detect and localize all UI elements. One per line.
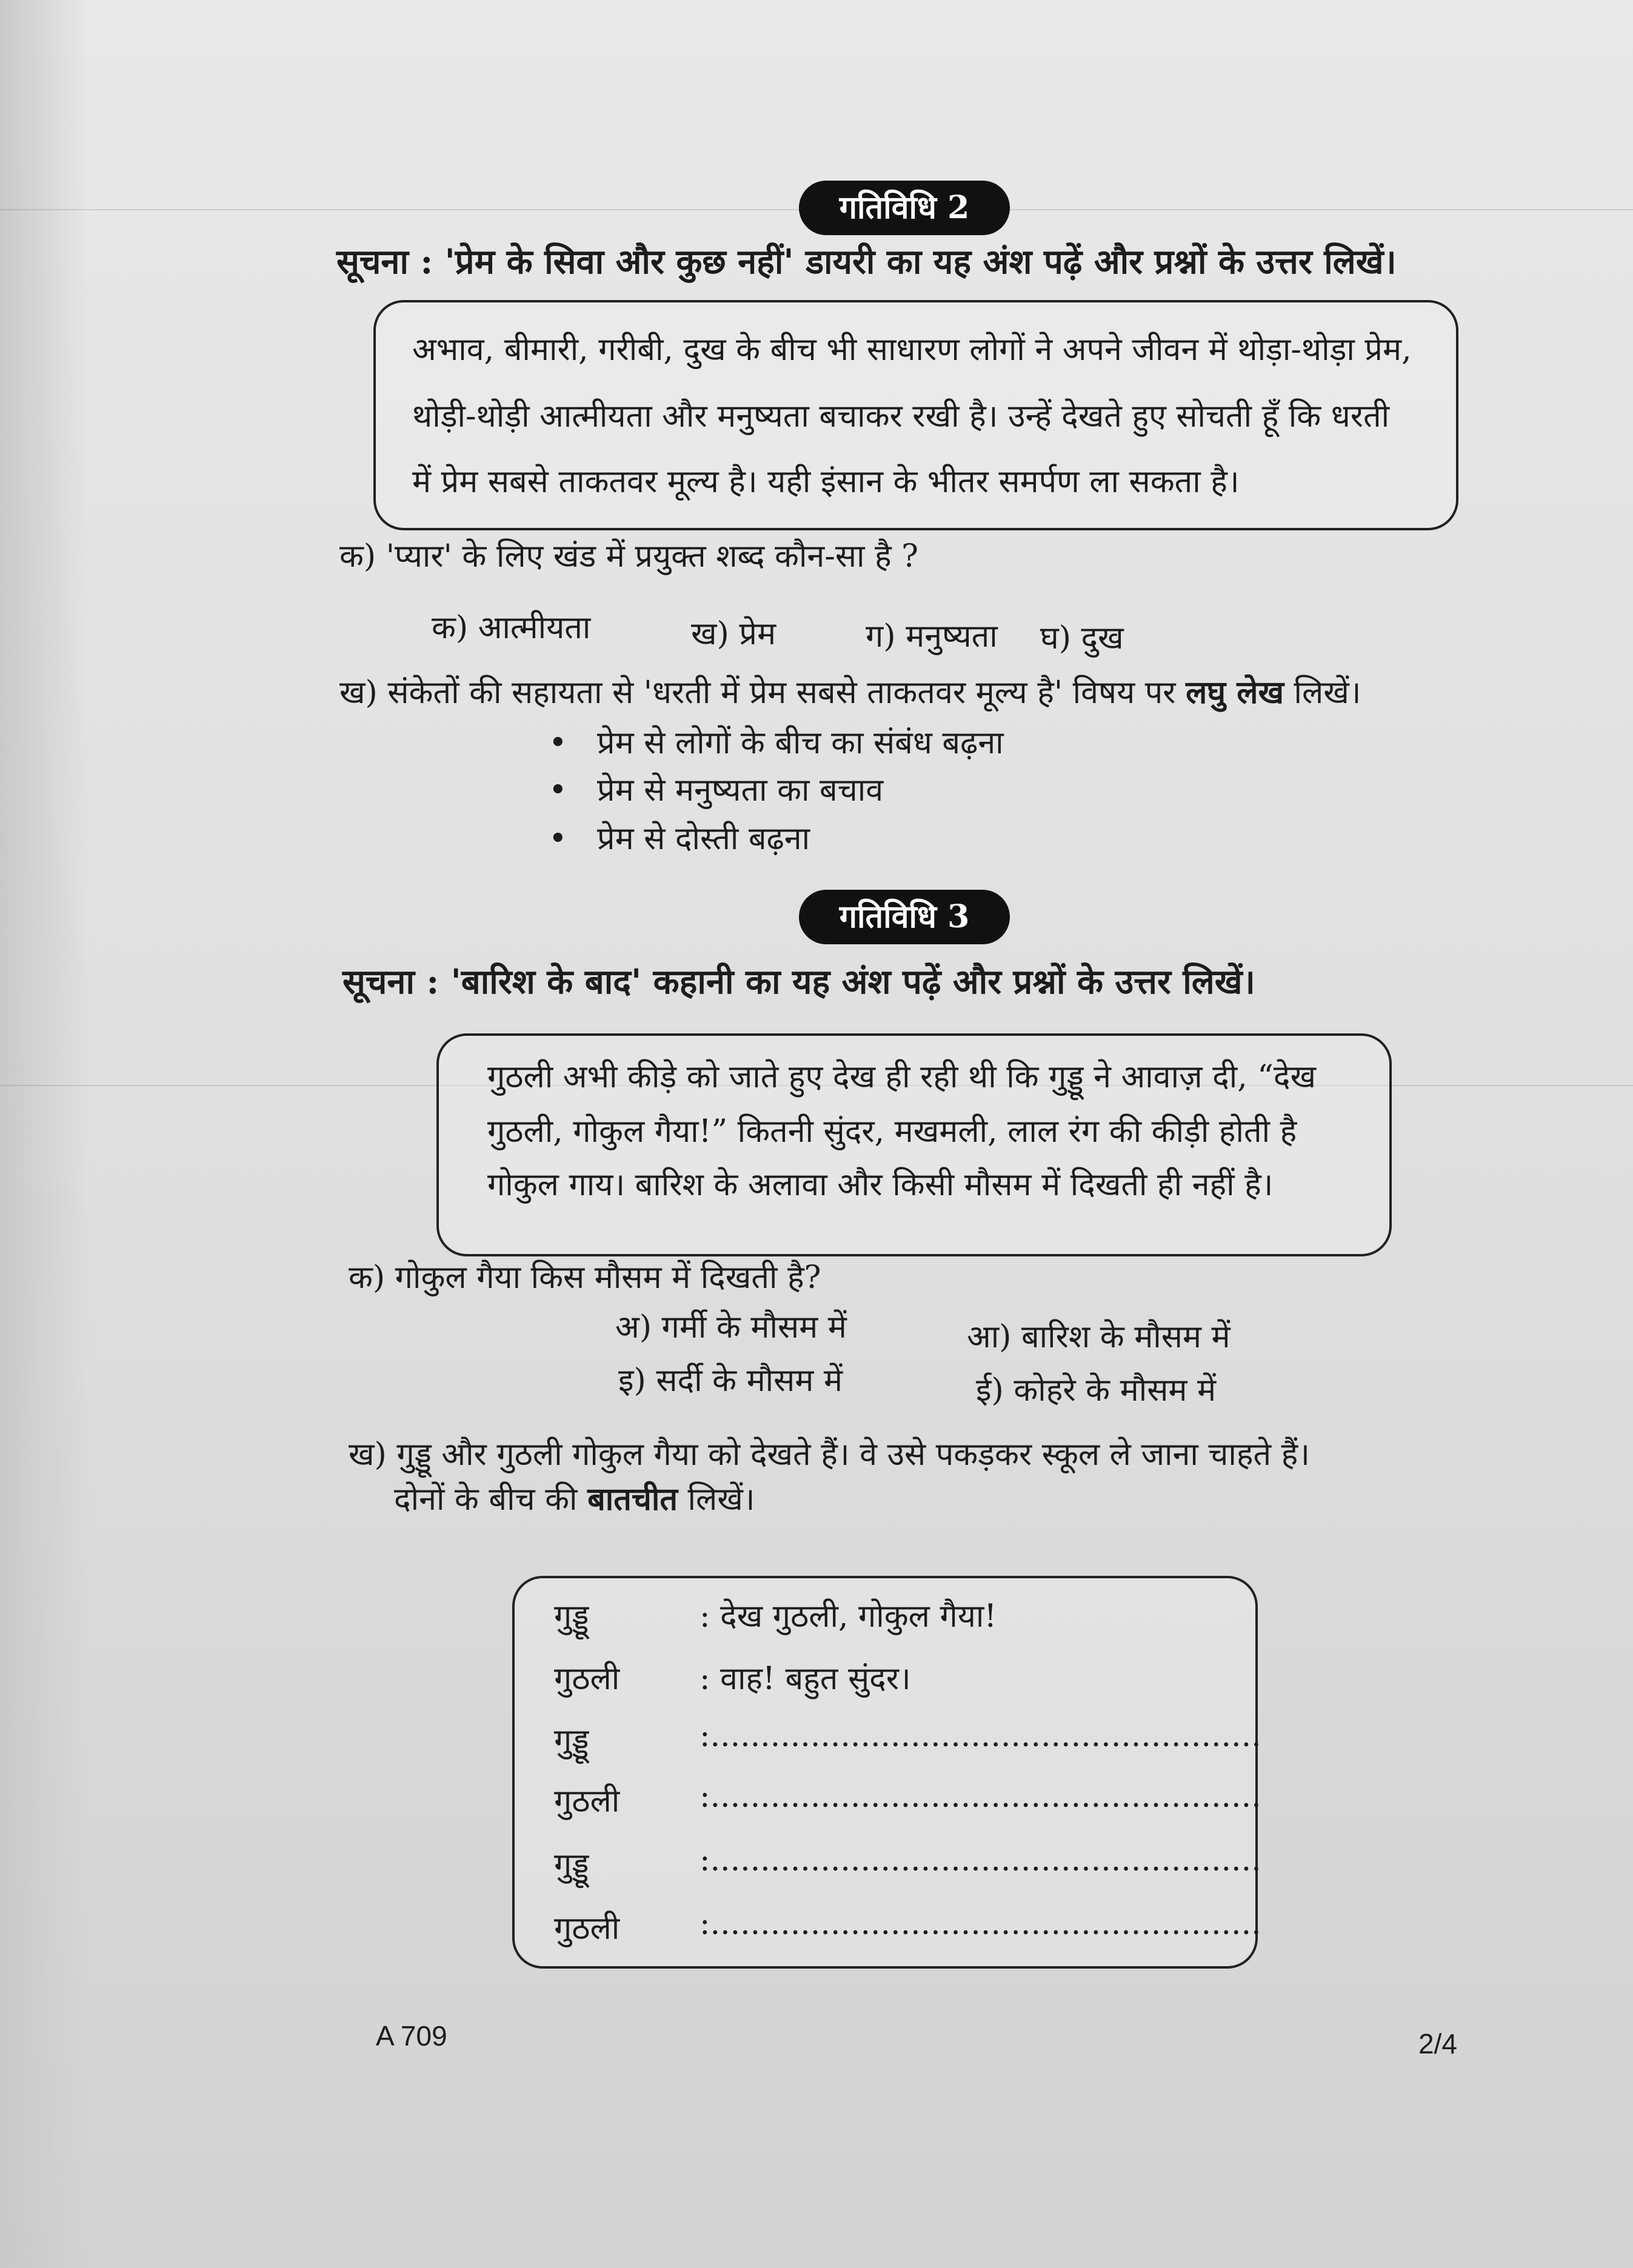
answer-blank[interactable]: :....................................................... [700, 1906, 1261, 1942]
answer-blank[interactable]: :....................................................... [700, 1842, 1261, 1878]
activity-3-question-2-line-1: ख) गुड्डू और गुठली गोकुल गैया को देखते हैं। वे उसे पकड़कर स्कूल ले जाना चाहते हैं। [349, 1436, 1310, 1473]
passage-line: में प्रेम सबसे ताकतवर मूल्य है। यही इंसान के भीतर समर्पण ला सकता है। [412, 464, 1240, 500]
option: ग) मनुष्यता [866, 618, 998, 655]
option: आ) बारिश के मौसम में [967, 1319, 1231, 1355]
question-2-suffix: लिखें। [1294, 675, 1361, 711]
speaker-name: गुठली [554, 1783, 620, 1819]
activity-3-badge: गतिविधि 3 [799, 890, 1010, 944]
question-2-suffix: लिखें। [687, 1481, 755, 1518]
question-2-text: दोनों के बीच की [394, 1481, 578, 1518]
dialogue-box [512, 1576, 1261, 1969]
activity-2-question-1: क) 'प्यार' के लिए खंड में प्रयुक्त शब्द कौन-सा है ? [339, 538, 919, 575]
speaker-name: गुड्डू [554, 1598, 589, 1635]
question-2-bold: लघु लेख [1186, 674, 1284, 711]
question-2-text: ख) संकेतों की सहायता से 'धरती में प्रेम सबसे ताकतवर मूल्य है' विषय पर [339, 675, 1176, 711]
option: घ) दुख [1040, 620, 1124, 656]
dialogue-line: : वाह! बहुत सुंदर। [700, 1661, 911, 1697]
page-edge-shadow [0, 0, 91, 2268]
activity-3-passage-box [436, 1033, 1392, 1256]
speaker-name: गुठली [554, 1910, 620, 1947]
activity-3-question-2-line-2 [394, 1476, 755, 1519]
activity-3-question-1: क) गोकुल गैया किस मौसम में दिखती है? [349, 1259, 821, 1296]
activity-3-instruction: सूचना : 'बारिश के बाद' कहानी का यह अंश पढ़ें और प्रश्नों के उत्तर लिखें। [342, 962, 1255, 1002]
passage-line: गोकुल गाय। बारिश के अलावा और किसी मौसम में दिखती ही नहीं है। [487, 1167, 1274, 1203]
passage-line: अभाव, बीमारी, गरीबी, दुख के बीच भी साधारण लोगों ने अपने जीवन में थोड़ा-थोड़ा प्रेम, [412, 332, 1412, 368]
option: क) आत्मीयता [432, 610, 591, 646]
dialogue-line: : देख गुठली, गोकुल गैया! [700, 1598, 997, 1635]
answer-blank[interactable]: :....................................................... [700, 1778, 1261, 1815]
passage-line: गुठली, गोकुल गैया!” कितनी सुंदर, मखमली, लाल रंग की कीड़ी होती है [487, 1113, 1297, 1150]
passage-line: थोड़ी-थोड़ी आत्मीयता और मनुष्यता बचाकर रखी है। उन्हें देखते हुए सोचती हूँ कि धरती [412, 398, 1390, 435]
paper-code: A 709 [376, 2020, 447, 2052]
activity-2-badge: गतिविधि 2 [799, 181, 1010, 235]
hint-item: • प्रेम से मनुष्यता का बचाव [549, 772, 884, 809]
hint-item: • प्रेम से लोगों के बीच का संबंध बढ़ना [549, 725, 1004, 761]
speaker-name: गुड्डू [554, 1723, 589, 1759]
page-number: 2/4 [1418, 2028, 1457, 2060]
hint-item: • प्रेम से दोस्ती बढ़ना [549, 821, 810, 857]
activity-2-instruction: सूचना : 'प्रेम के सिवा और कुछ नहीं' डायरी का यह अंश पढ़ें और प्रश्नों के उत्तर लिखें। [336, 242, 1397, 282]
option: ख) प्रेम [691, 616, 776, 652]
speaker-name: गुड्डू [554, 1847, 589, 1883]
answer-blank[interactable]: :....................................................... [700, 1718, 1261, 1754]
activity-2-question-2 [339, 670, 1361, 713]
option: अ) गर्मी के मौसम में [615, 1309, 847, 1346]
option: इ) सर्दी के मौसम में [618, 1362, 843, 1399]
speaker-name: गुठली [554, 1661, 620, 1697]
passage-line: गुठली अभी कीड़े को जाते हुए देख ही रही थी कि गुड्डू ने आवाज़ दी, “देख [487, 1059, 1317, 1095]
question-2-bold: बातचीत [587, 1481, 678, 1518]
activity-2-passage-box [373, 300, 1458, 530]
option: ई) कोहरे के मौसम में [976, 1372, 1217, 1409]
